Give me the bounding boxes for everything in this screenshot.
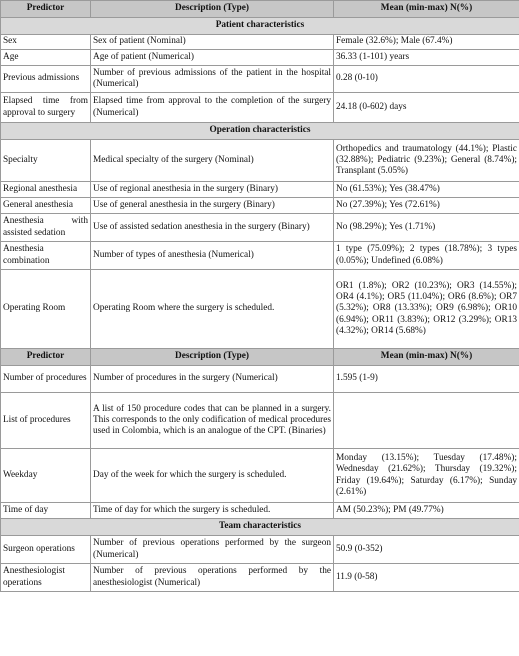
header-predictor: Predictor (1, 349, 91, 366)
value-cell: 11.9 (0-58) (334, 564, 519, 592)
section-row (1, 519, 519, 536)
predictor-cell: Elapsed time from approval to surgery (1, 93, 91, 123)
value-cell: 24.18 (0-602) days (334, 93, 519, 123)
table-row (1, 50, 519, 66)
description-cell: Day of the week for which the surgery is scheduled. (91, 449, 334, 503)
predictor-cell: Weekday (1, 449, 91, 503)
description-cell: Use of general anesthesia in the surgery (Binary) (91, 198, 334, 214)
table-header-row (1, 1, 519, 18)
description-cell: Number of types of anesthesia (Numerical) (91, 242, 334, 270)
value-cell: Monday (13.15%); Tuesday (17.48%); Wednesday (21.62%); Thursday (19.32%); Friday (19.64%); Saturday (6.17%); Sunday (2.61%) (334, 449, 519, 503)
table-row (1, 35, 519, 50)
predictor-cell: Previous admissions (1, 66, 91, 93)
section-title: Operation characteristics (1, 123, 519, 140)
predictor-cell: Surgeon operations (1, 536, 91, 564)
description-cell: Operating Room where the surgery is scheduled. (91, 270, 334, 349)
header-value: Mean (min-max) N(%) (334, 349, 519, 366)
section-row (1, 123, 519, 140)
predictor-cell: Specialty (1, 140, 91, 182)
description-cell: Medical specialty of the surgery (Nominal) (91, 140, 334, 182)
header-description: Description (Type) (91, 349, 334, 366)
value-cell: No (27.39%); Yes (72.61%) (334, 198, 519, 214)
header-value: Mean (min-max) N(%) (334, 1, 519, 18)
predictor-cell: List of procedures (1, 393, 91, 449)
value-cell: 1.595 (1-9) (334, 366, 519, 393)
table-header-row-repeat (1, 349, 519, 366)
table-row (1, 536, 519, 564)
table-row (1, 270, 519, 349)
value-cell: 1 type (75.09%); 2 types (18.78%); 3 types (0.05%); Undefined (6.08%) (334, 242, 519, 270)
predictor-cell: Anesthesia combination (1, 242, 91, 270)
description-cell: Number of previous admissions of the patient in the hospital (Numerical) (91, 66, 334, 93)
predictor-cell: Anesthesia with assisted sedation (1, 214, 91, 242)
description-cell: Elapsed time from approval to the completion of the surgery (Numerical) (91, 93, 334, 123)
value-cell: No (98.29%); Yes (1.71%) (334, 214, 519, 242)
predictor-cell: Anesthesiologist operations (1, 564, 91, 592)
header-description: Description (Type) (91, 1, 334, 18)
predictor-cell: Age (1, 50, 91, 66)
table-row (1, 140, 519, 182)
table-row (1, 366, 519, 393)
description-cell: Sex of patient (Nominal) (91, 35, 334, 50)
table-row (1, 198, 519, 214)
table-row (1, 214, 519, 242)
section-title: Team characteristics (1, 519, 519, 536)
description-cell: Use of regional anesthesia in the surgery (Binary) (91, 182, 334, 198)
table-row (1, 242, 519, 270)
description-cell: Time of day for which the surgery is scheduled. (91, 503, 334, 519)
predictor-cell: Time of day (1, 503, 91, 519)
table-row (1, 503, 519, 519)
value-cell: 50.9 (0-352) (334, 536, 519, 564)
table-row (1, 449, 519, 503)
value-cell: 36.33 (1-101) years (334, 50, 519, 66)
predictor-cell: Number of procedures (1, 366, 91, 393)
description-cell: A list of 150 procedure codes that can be planned in a surgery. This corresponds to the only codification of medical procedures used in Colombia, which is an analogue of the CPT. (Binaries) (91, 393, 334, 449)
header-predictor: Predictor (1, 1, 91, 18)
table-row (1, 564, 519, 592)
value-cell: 0.28 (0-10) (334, 66, 519, 93)
table-row (1, 393, 519, 449)
description-cell: Use of assisted sedation anesthesia in the surgery (Binary) (91, 214, 334, 242)
description-cell: Number of procedures in the surgery (Numerical) (91, 366, 334, 393)
predictor-cell: Operating Room (1, 270, 91, 349)
table-row (1, 182, 519, 198)
description-cell: Age of patient (Numerical) (91, 50, 334, 66)
value-cell: AM (50.23%); PM (49.77%) (334, 503, 519, 519)
predictor-cell: Sex (1, 35, 91, 50)
value-cell: OR1 (1.8%); OR2 (10.23%); OR3 (14.55%); OR4 (4.1%); OR5 (11.04%); OR6 (8.6%); OR7 (5.32%); OR8 (13.33%); OR9 (6.98%); OR10 (6.94%); OR11 (3.83%); OR12 (3.29%); OR13 (4.32%); OR14 (5.68%) (334, 270, 519, 349)
value-cell (334, 393, 519, 449)
predictor-cell: Regional anesthesia (1, 182, 91, 198)
section-title: Patient characteristics (1, 18, 519, 35)
table-row (1, 66, 519, 93)
description-cell: Number of previous operations performed by the surgeon (Numerical) (91, 536, 334, 564)
value-cell: Female (32.6%); Male (67.4%) (334, 35, 519, 50)
value-cell: Orthopedics and traumatology (44.1%); Plastic (32.88%); Pediatric (9.23%); General (8.74%); Transplant (5.05%) (334, 140, 519, 182)
table-row (1, 93, 519, 123)
description-cell: Number of previous operations performed by the anesthesiologist (Numerical) (91, 564, 334, 592)
section-row (1, 18, 519, 35)
predictor-cell: General anesthesia (1, 198, 91, 214)
value-cell: No (61.53%); Yes (38.47%) (334, 182, 519, 198)
